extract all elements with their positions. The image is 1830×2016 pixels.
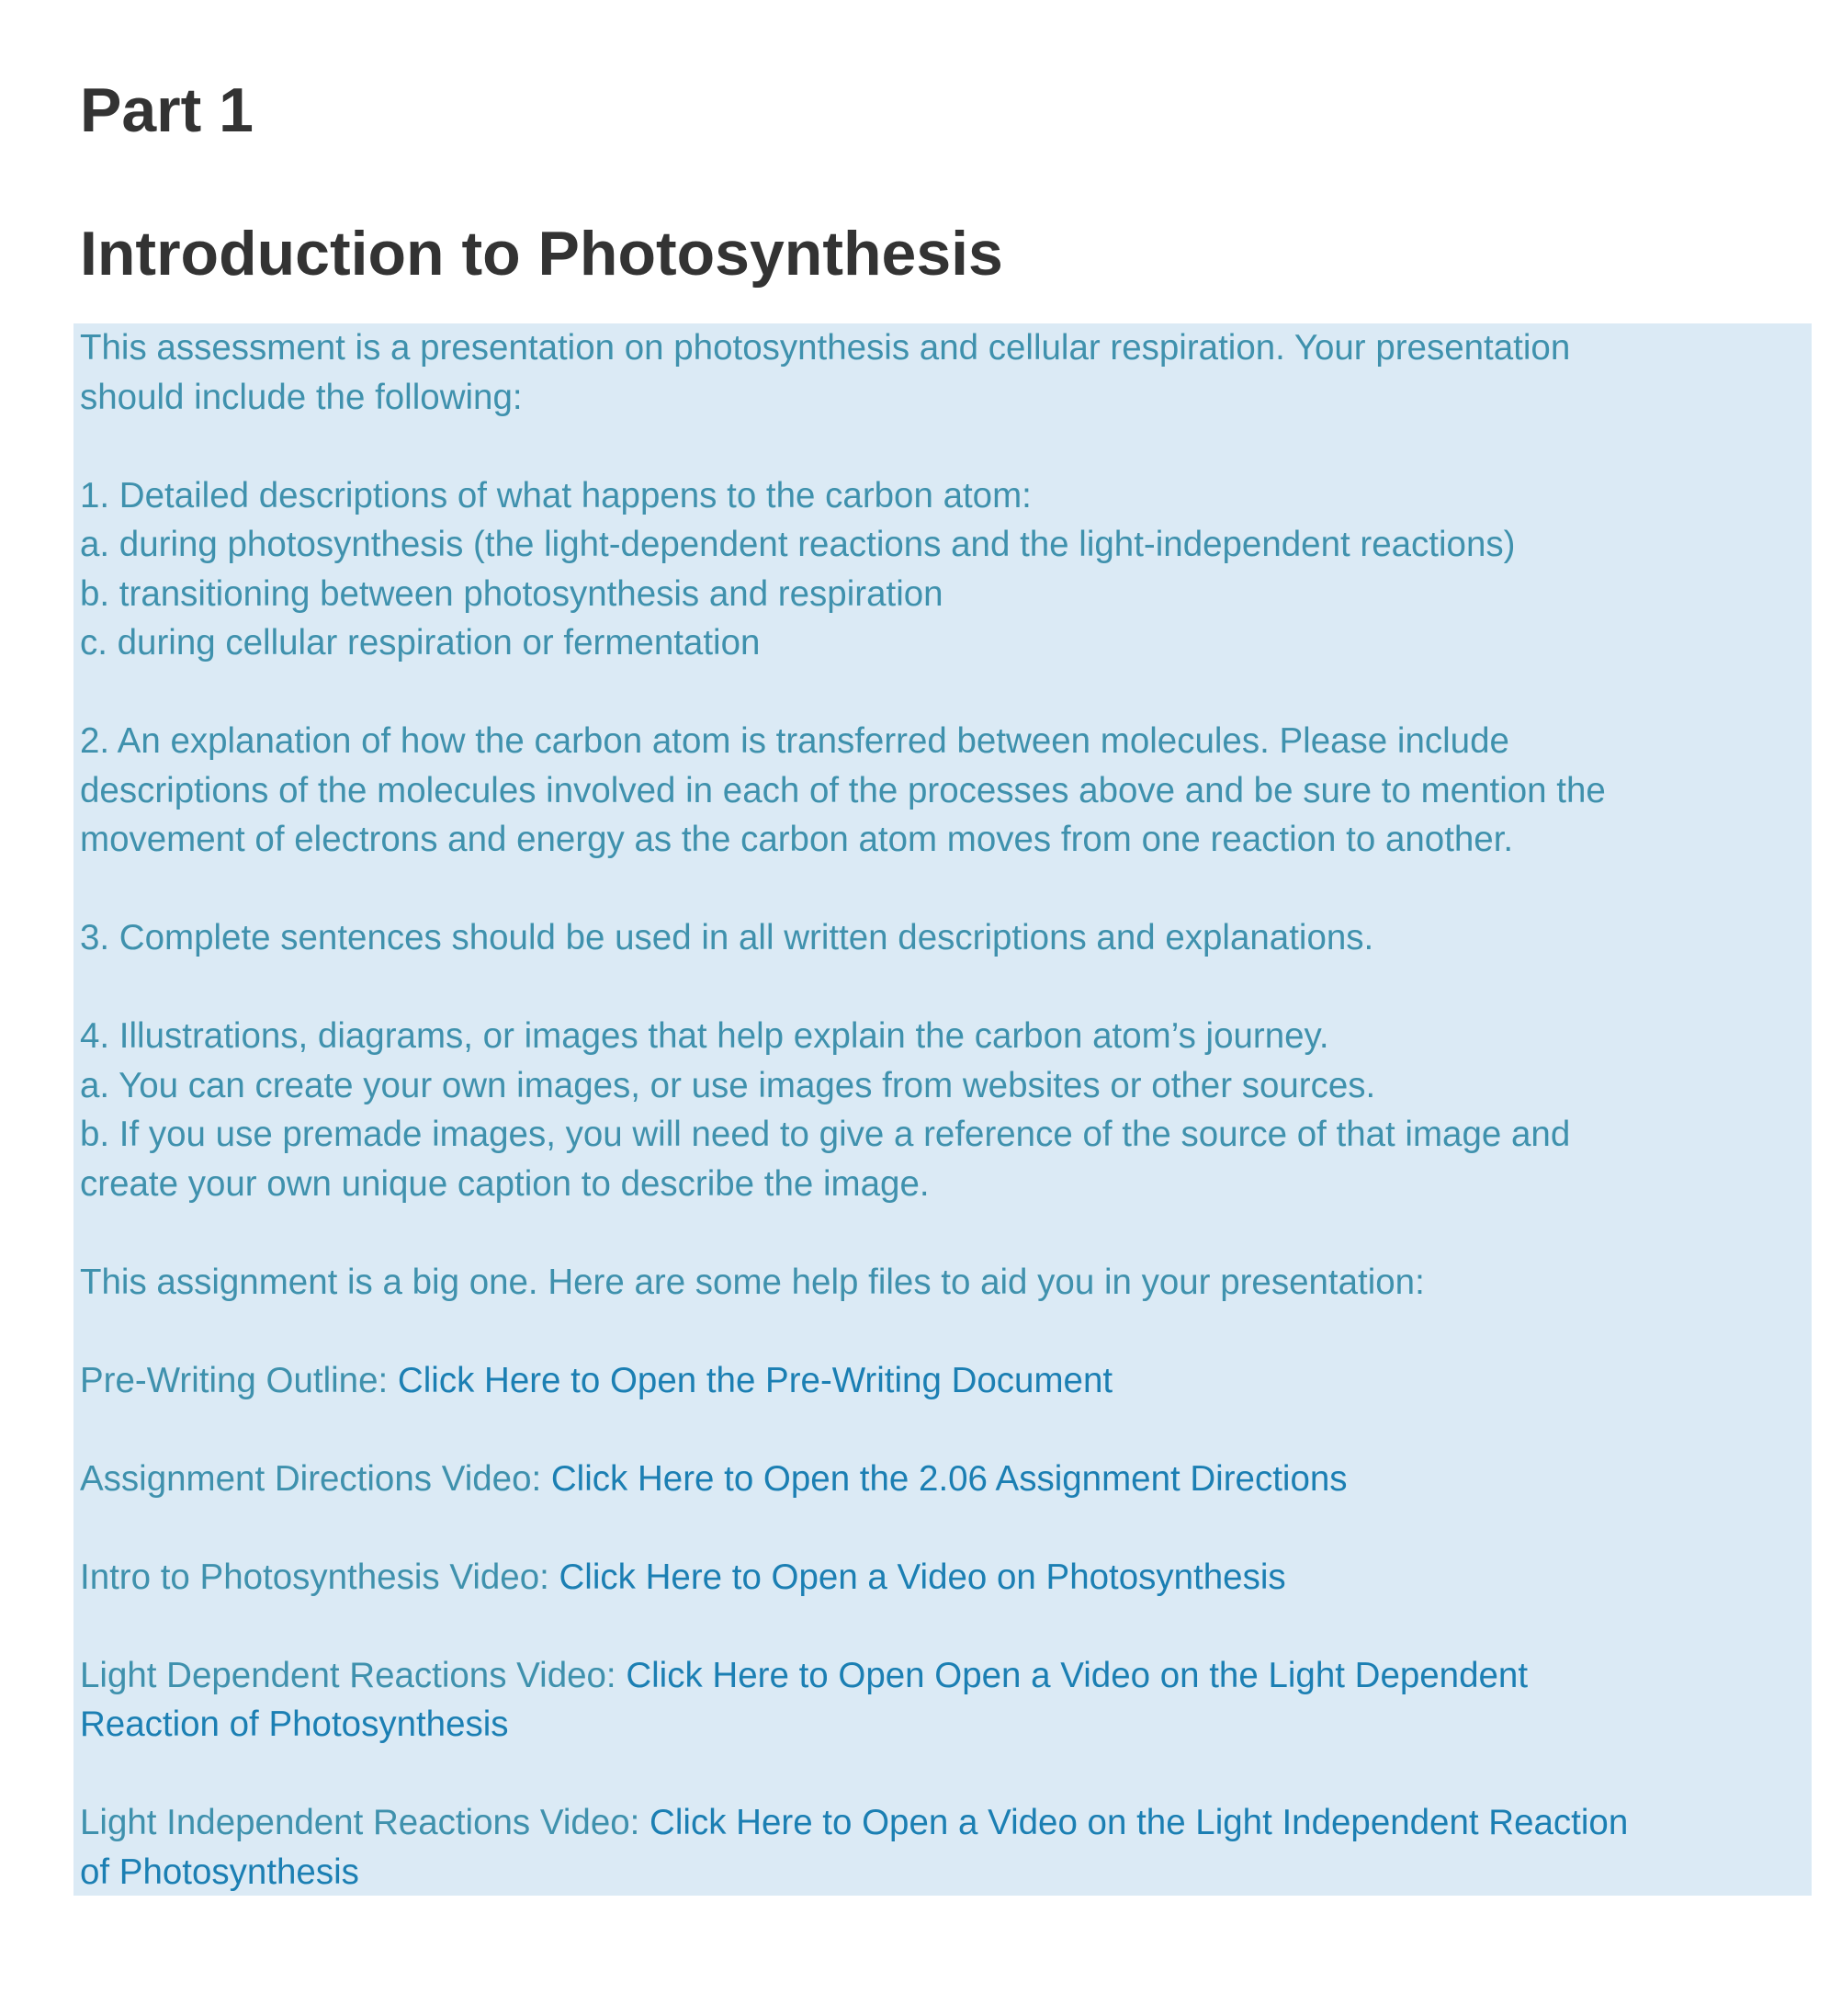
requirement-3 xyxy=(80,913,1812,963)
requirement-1-c: c. during cellular respiration or fermentation xyxy=(80,623,761,663)
photosynthesis-video-link[interactable]: Click Here to Open a Video on Photosynthesis xyxy=(559,1557,1286,1597)
resource-prewriting-label: Pre-Writing Outline: xyxy=(80,1360,398,1400)
requirement-2-line-1: 2. An explanation of how the carbon atom is transferred between molecules. Please include xyxy=(80,721,1509,761)
resource-directions xyxy=(80,1455,1812,1504)
intro-line-1: This assessment is a presentation on photosynthesis and cellular respiration. Your presentation xyxy=(80,328,1571,368)
resource-prewriting xyxy=(80,1356,1812,1406)
resource-directions-label: Assignment Directions Video: xyxy=(80,1458,551,1499)
resource-light-independent xyxy=(80,1798,1812,1897)
requirement-4-a: a. You can create your own images, or use images from websites or other sources. xyxy=(80,1065,1376,1105)
light-dependent-video-link[interactable]: Click Here to Open Open a Video on the Light Dependent xyxy=(626,1655,1529,1695)
requirement-1-main: 1. Detailed descriptions of what happens to the carbon atom: xyxy=(80,475,1032,515)
part-heading: Part 1 xyxy=(80,75,254,145)
requirement-3-main: 3. Complete sentences should be used in all written descriptions and explanations. xyxy=(80,918,1374,957)
resource-intro-video-label: Intro to Photosynthesis Video: xyxy=(80,1557,559,1597)
resource-light-dependent xyxy=(80,1651,1812,1750)
resource-light-dependent-line-2 xyxy=(80,1700,1812,1750)
assignment-directions-link[interactable]: Click Here to Open the 2.06 Assignment Directions xyxy=(550,1458,1348,1499)
requirement-1-b: b. transitioning between photosynthesis and respiration xyxy=(80,573,943,614)
resource-light-dependent-line-1 xyxy=(80,1651,1812,1701)
prewriting-document-link[interactable]: Click Here to Open the Pre-Writing Document xyxy=(397,1360,1113,1400)
requirement-4 xyxy=(80,1012,1812,1208)
resource-intro-video xyxy=(80,1553,1812,1603)
light-dependent-video-link-continued[interactable]: Reaction of Photosynthesis xyxy=(80,1705,509,1744)
assignment-content-box xyxy=(73,323,1812,1896)
requirement-4-main: 4. Illustrations, diagrams, or images that help explain the carbon atom’s journey. xyxy=(80,1016,1329,1056)
requirement-4-b-line-1: b. If you use premade images, you will need to give a reference of the source of that image and xyxy=(80,1115,1571,1154)
resource-light-independent-line-2 xyxy=(80,1848,1812,1897)
requirement-2-line-2: descriptions of the molecules involved in each of the processes above and be sure to mention the xyxy=(80,770,1606,810)
intro-paragraph xyxy=(80,323,1812,422)
page-title: Introduction to Photosynthesis xyxy=(80,219,1003,289)
resource-light-independent-line-1 xyxy=(80,1798,1812,1848)
help-files-intro: This assignment is a big one. Here are some help files to aid you in your presentation: xyxy=(80,1262,1425,1302)
light-independent-video-link-continued[interactable]: of Photosynthesis xyxy=(80,1852,359,1892)
light-independent-video-link[interactable]: Click Here to Open a Video on the Light Independent Reaction xyxy=(650,1803,1629,1842)
requirement-2-line-3: movement of electrons and energy as the carbon atom moves from one reaction to another. xyxy=(80,820,1514,859)
requirement-2 xyxy=(80,717,1812,865)
resource-light-independent-label: Light Independent Reactions Video: xyxy=(80,1803,650,1842)
requirement-4-b-line-2: create your own unique caption to describe the image. xyxy=(80,1163,930,1204)
resource-light-dependent-label: Light Dependent Reactions Video: xyxy=(80,1655,627,1695)
requirement-1-a: a. during photosynthesis (the light-dependent reactions and the light-independent reactions) xyxy=(80,525,1516,564)
requirement-1 xyxy=(80,471,1812,668)
intro-line-2: should include the following: xyxy=(80,377,523,417)
